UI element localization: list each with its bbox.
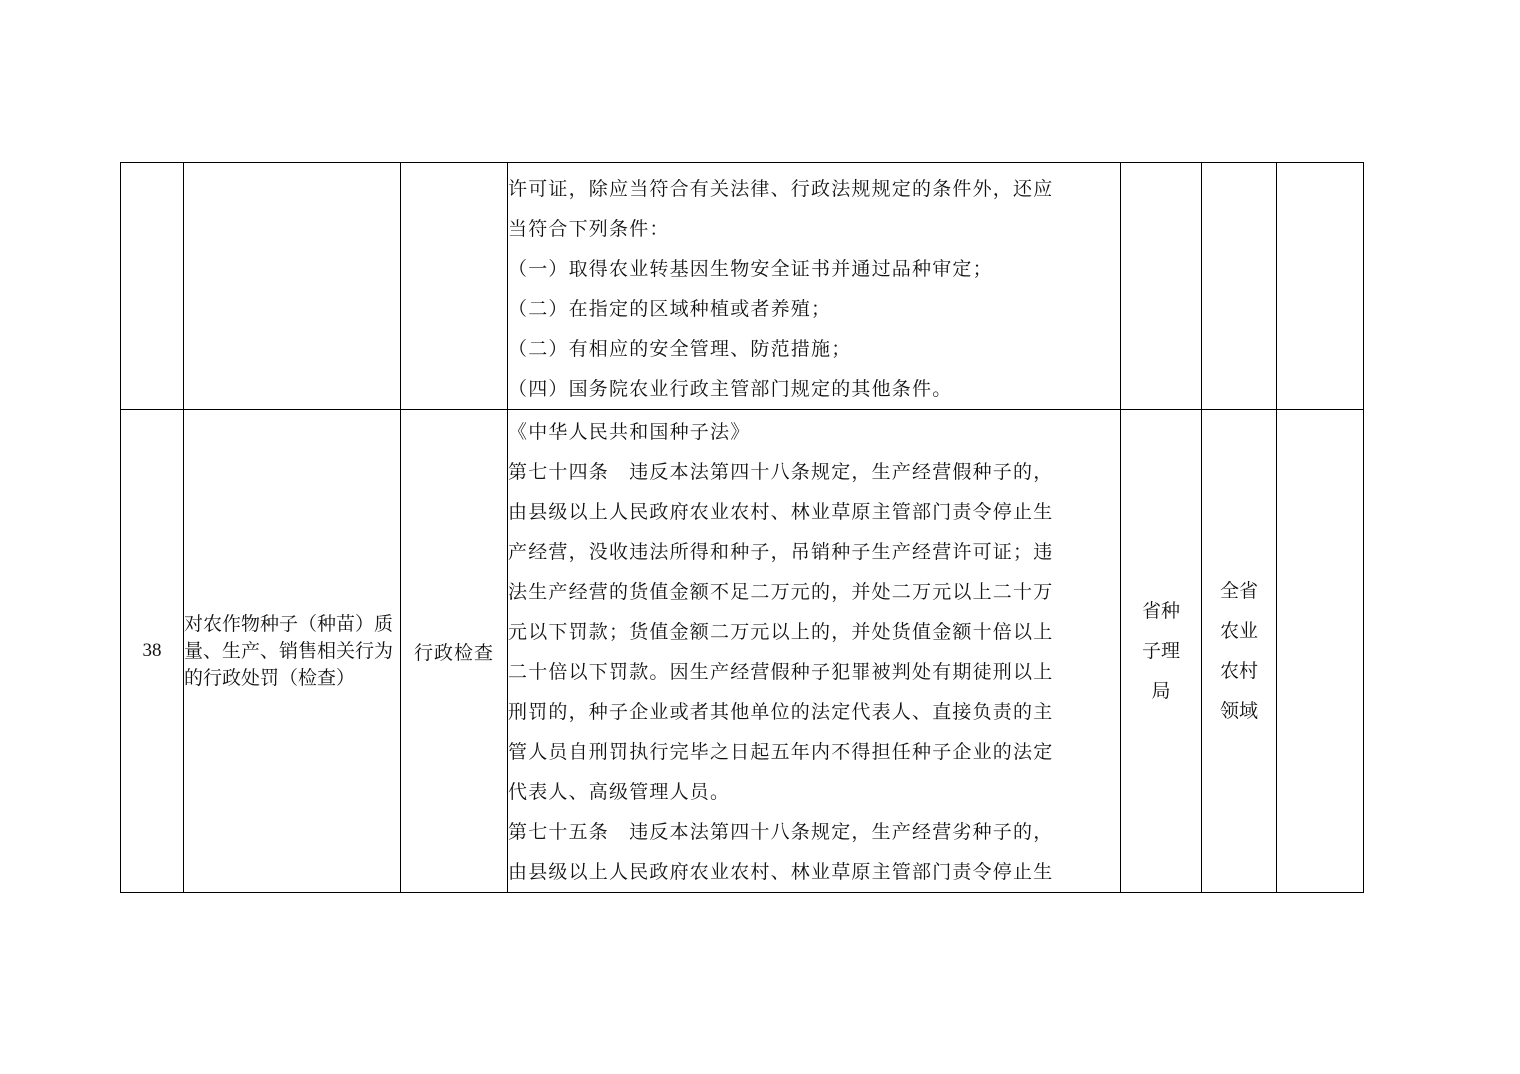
basis-line: 产经营，没收违法所得和种子，吊销种子生产经营许可证；违	[508, 541, 1054, 563]
scope-text: 农村	[1219, 660, 1258, 682]
basis-line: 二十倍以下罚款。因生产经营假种子犯罪被判处有期徒刑以上	[508, 661, 1054, 683]
basis-line: 代表人、高级管理人员。	[508, 781, 731, 803]
legal-basis	[508, 163, 1121, 410]
document-table	[120, 162, 1364, 893]
basis-line: （二）有相应的安全管理、防范措施；	[508, 338, 852, 360]
basis-line: 当符合下列条件：	[508, 218, 670, 240]
item-category: 行政检查	[401, 410, 508, 893]
scope-text: 全省	[1219, 580, 1258, 602]
basis-line: （一）取得农业转基因生物安全证书并通过品种审定；	[508, 258, 993, 280]
department-text: 子理	[1141, 640, 1180, 662]
basis-line: 法生产经营的货值金额不足二万元的，并处二万元以上二十万	[508, 581, 1054, 603]
applicable-scope	[1202, 410, 1277, 893]
responsible-department	[1121, 410, 1202, 893]
basis-line: （二）在指定的区域种植或者养殖；	[508, 298, 832, 320]
remarks	[1277, 410, 1364, 893]
applicable-scope	[1202, 163, 1277, 410]
item-name: 对农作物种子（种苗）质量、生产、销售相关行为的行政处罚（检查）	[184, 410, 401, 893]
basis-line: 第七十五条 违反本法第四十八条规定，生产经营劣种子的，	[508, 821, 1054, 843]
basis-line: （四）国务院农业行政主管部门规定的其他条件。	[508, 378, 953, 400]
basis-line: 由县级以上人民政府农业农村、林业草原主管部门责令停止生	[508, 861, 1054, 883]
legal-basis	[508, 410, 1121, 893]
basis-line: 由县级以上人民政府农业农村、林业草原主管部门责令停止生	[508, 501, 1054, 523]
basis-line: 刑罚的，种子企业或者其他单位的法定代表人、直接负责的主	[508, 701, 1054, 723]
basis-line: 《中华人民共和国种子法》	[508, 421, 751, 443]
basis-line: 第七十四条 违反本法第四十八条规定，生产经营假种子的，	[508, 461, 1054, 483]
department-text: 省种	[1141, 600, 1180, 622]
item-category	[401, 163, 508, 410]
row-number	[121, 163, 184, 410]
table-row	[121, 163, 1364, 410]
basis-line: 元以下罚款；货值金额二万元以上的，并处货值金额十倍以上	[508, 621, 1054, 643]
responsible-department	[1121, 163, 1202, 410]
row-number: 38	[121, 410, 184, 893]
basis-line: 管人员自刑罚执行完毕之日起五年内不得担任种子企业的法定	[508, 741, 1054, 763]
item-name	[184, 163, 401, 410]
table-row	[121, 410, 1364, 893]
remarks	[1277, 163, 1364, 410]
scope-text: 农业	[1219, 620, 1258, 642]
basis-line: 许可证，除应当符合有关法律、行政法规规定的条件外，还应	[508, 178, 1054, 200]
scope-text: 领域	[1219, 700, 1258, 722]
department-text: 局	[1151, 680, 1171, 702]
